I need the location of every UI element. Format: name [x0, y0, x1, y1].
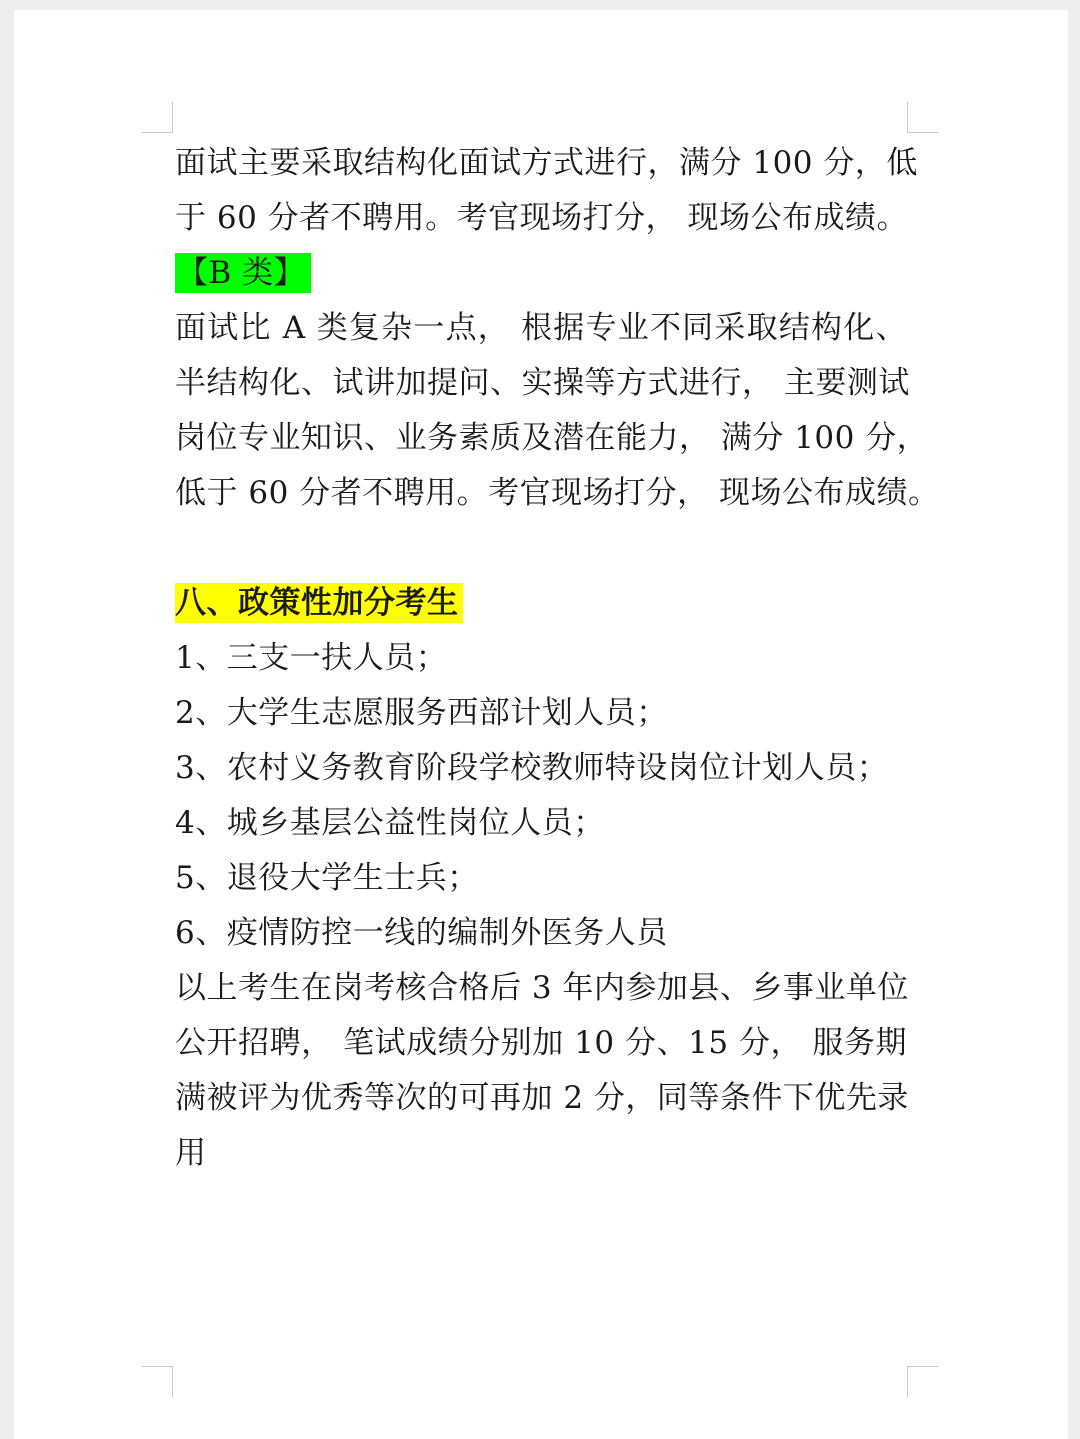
list-item: 2、大学生志愿服务西部计划人员；	[175, 695, 668, 731]
crop-mark-top-left	[142, 102, 173, 133]
section-b-label-row	[175, 246, 915, 301]
paragraph-line: 低于 60 分者不聘用。考官现场打分， 现场公布成绩。	[175, 475, 940, 511]
paragraph-line: 半结构化、试讲加提问、实操等方式进行， 主要测试	[175, 365, 910, 401]
paragraph-line: 面试主要采取结构化面试方式进行，满分 100 分，低	[175, 145, 918, 181]
crop-mark-bottom-right	[907, 1366, 938, 1397]
paragraph-line: 岗位专业知识、业务素质及潜在能力， 满分 100 分，	[175, 420, 929, 456]
section-8-heading-row	[175, 576, 915, 631]
paragraph-line: 满被评为优秀等次的可再加 2 分，同等条件下优先录	[175, 1080, 909, 1116]
list-item: 5、退役大学生士兵；	[175, 860, 479, 896]
section-8-heading: 八、政策性加分考生	[175, 583, 463, 623]
section-b-label: 【B 类】	[175, 253, 311, 293]
paragraph-line: 公开招聘， 笔试成绩分别加 10 分、15 分， 服务期	[175, 1025, 907, 1061]
list-item: 3、农村义务教育阶段学校教师特设岗位计划人员；	[175, 750, 889, 786]
blank-line	[175, 521, 915, 576]
list-item: 6、疫情防控一线的编制外医务人员	[175, 915, 668, 951]
list-item: 1、三支一扶人员；	[175, 640, 448, 676]
crop-mark-bottom-left	[142, 1366, 173, 1397]
paragraph-line: 于 60 分者不聘用。考官现场打分， 现场公布成绩。	[175, 200, 909, 236]
list-item: 4、城乡基层公益性岗位人员；	[175, 805, 605, 841]
crop-mark-top-right	[907, 102, 938, 133]
paragraph-line: 以上考生在岗考核合格后 3 年内参加县、乡事业单位	[175, 970, 909, 1006]
paragraph-line: 面试比 A 类复杂一点， 根据专业不同采取结构化、	[175, 310, 907, 346]
document-body	[175, 136, 940, 1181]
paragraph-line: 用	[175, 1135, 207, 1171]
